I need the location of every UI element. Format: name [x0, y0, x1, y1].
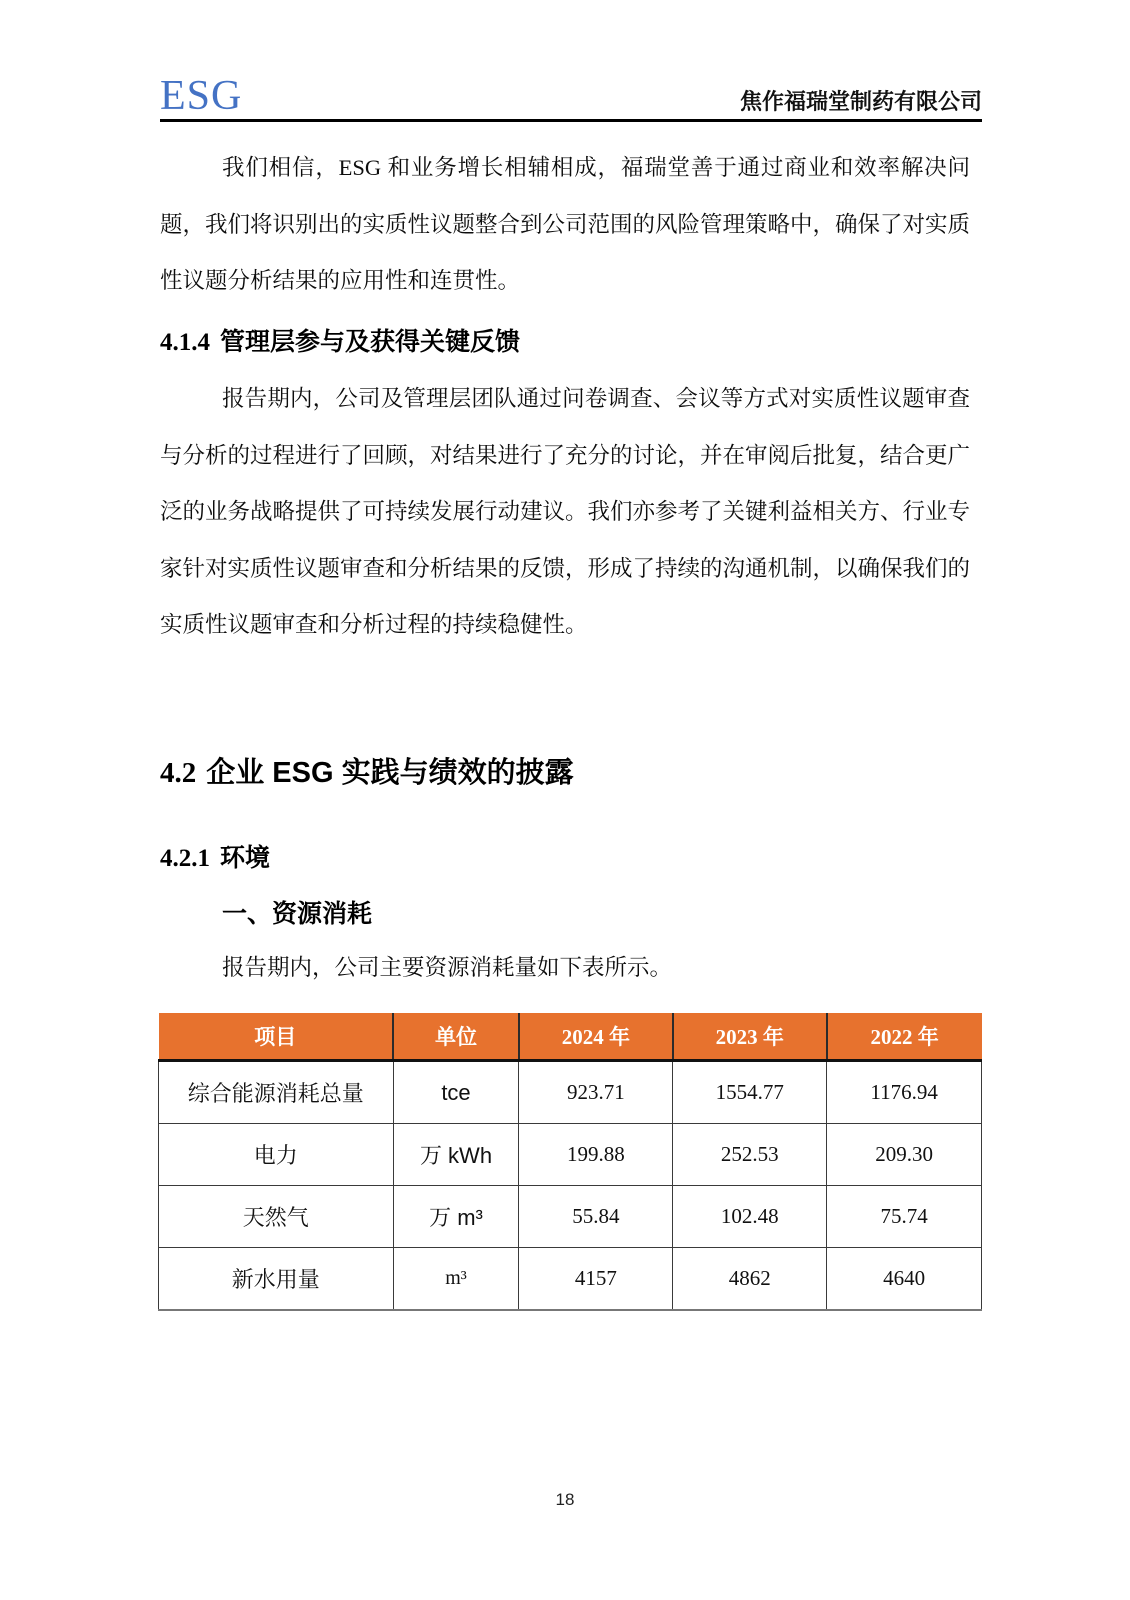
table-header-row [159, 1013, 982, 1061]
row-value-2022: 1176.94 [827, 1061, 982, 1124]
row-value-2024: 55.84 [519, 1186, 673, 1248]
page-number: 18 [555, 1490, 575, 1509]
resource-subsection-heading: 一、资源消耗 [222, 900, 373, 928]
row-unit: m³ [393, 1248, 519, 1311]
row-value-2023: 252.53 [673, 1124, 827, 1186]
row-value-2022: 4640 [827, 1248, 982, 1311]
company-name: 焦作福瑞堂制药有限公司 [739, 89, 982, 115]
row-value-2023: 102.48 [673, 1186, 827, 1248]
col-header-2022: 2022 年 [827, 1013, 982, 1061]
col-header-2024: 2024 年 [519, 1013, 673, 1061]
section-421-number: 4.2.1 [160, 845, 210, 872]
row-unit: 万 m³ [393, 1186, 519, 1248]
row-item-label: 综合能源消耗总量 [159, 1061, 394, 1124]
col-header-item: 项目 [159, 1013, 394, 1061]
col-header-unit: 单位 [393, 1013, 519, 1061]
section-42-title: 企业 ESG 实践与绩效的披露 [206, 757, 574, 789]
row-value-2024: 923.71 [519, 1061, 673, 1124]
row-item-label: 电力 [159, 1124, 394, 1186]
page-header [160, 64, 982, 122]
table-row [159, 1124, 982, 1186]
section-421-heading [160, 838, 970, 874]
row-value-2024: 199.88 [519, 1124, 673, 1186]
section-42-heading [160, 750, 970, 791]
row-value-2023: 1554.77 [673, 1061, 827, 1124]
row-item-label: 新水用量 [159, 1248, 394, 1311]
row-unit: tce [393, 1061, 519, 1124]
intro-paragraph: 我们相信，ESG 和业务增长相辅相成，福瑞堂善于通过商业和效率解决问题，我们将识别出的实质性议题整合到公司范围的风险管理策略中，确保了对实质性议题分析结果的应用性和连贯性。 [160, 155, 971, 293]
section-414-title: 管理层参与及获得关键反馈 [220, 328, 521, 356]
section-414-heading [160, 322, 970, 358]
section-42-number: 4.2 [160, 757, 197, 789]
resource-consumption-table [158, 1013, 982, 1311]
row-value-2022: 75.74 [827, 1186, 982, 1248]
section-421-title: 环境 [220, 844, 271, 872]
section-414-body: 报告期内，公司及管理层团队通过问卷调查、会议等方式对实质性议题审查与分析的过程进行了回顾，对结果进行了充分的讨论，并在审阅后批复，结合更广泛的业务战略提供了可持续发展行动建议。我们亦参考了关键利益相关方、行业专家针对实质性议题审查和分析结果的反馈，形成了持续的沟通机制，以确保我们的实质性议题审查和分析过程的持续稳健性。 [160, 386, 971, 637]
row-item-label: 天然气 [159, 1186, 394, 1248]
row-value-2024: 4157 [519, 1248, 673, 1311]
row-value-2022: 209.30 [827, 1124, 982, 1186]
table-intro-paragraph: 报告期内，公司主要资源消耗量如下表所示。 [222, 955, 673, 980]
col-header-2023: 2023 年 [673, 1013, 827, 1061]
section-414-number: 4.1.4 [160, 329, 210, 356]
table-row [159, 1061, 982, 1124]
row-value-2023: 4862 [673, 1248, 827, 1311]
table-row [159, 1186, 982, 1248]
esg-logo: ESG [160, 73, 243, 119]
row-unit: 万 kWh [393, 1124, 519, 1186]
table-row [159, 1248, 982, 1311]
